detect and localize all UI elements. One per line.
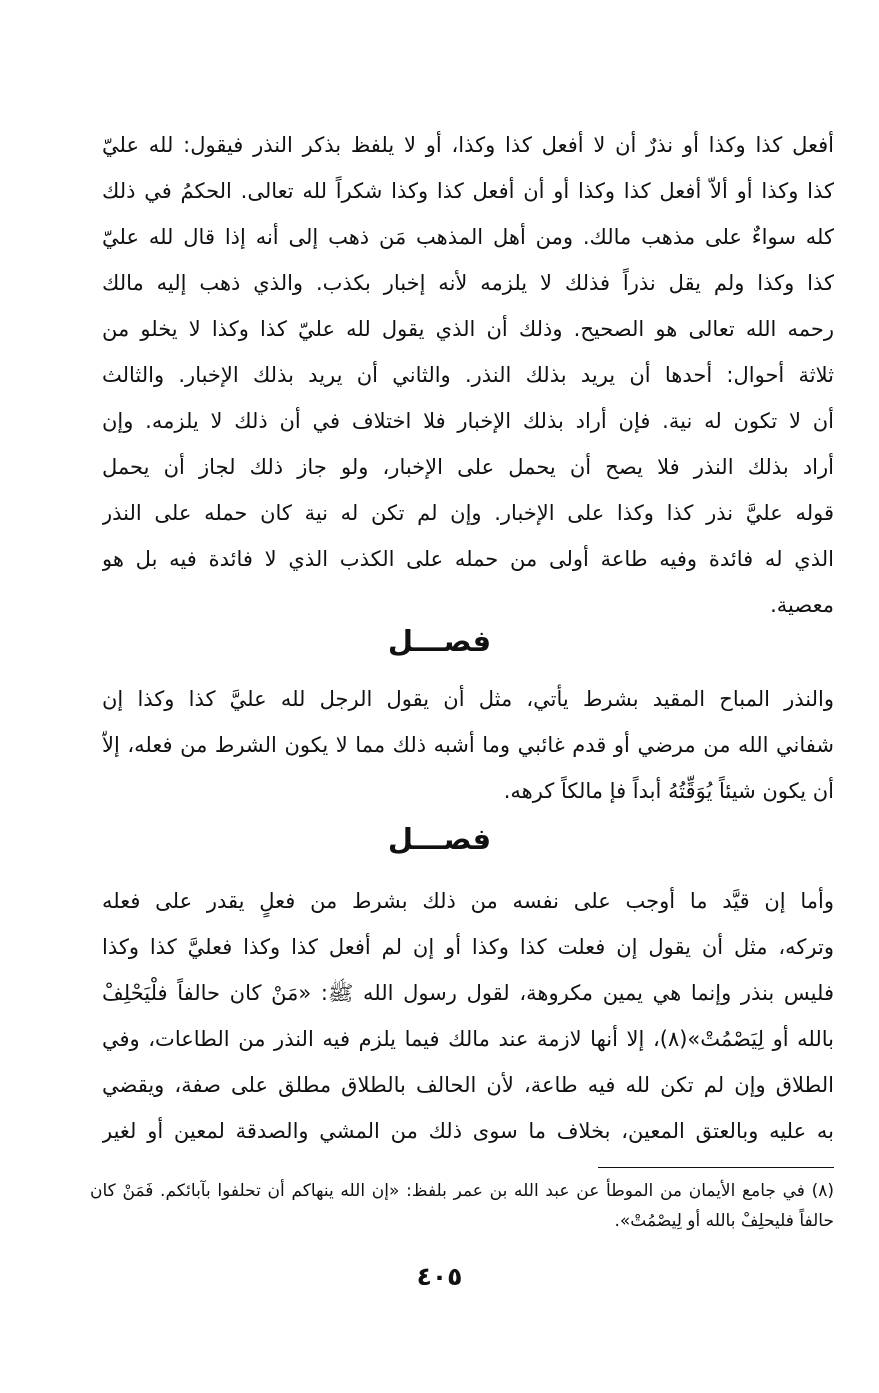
text-line: به عليه وبالعتق المعين، بخلاف ما سوى ذلك من المشي والصدقة لمعين أو لغير bbox=[102, 1119, 834, 1143]
text-line: وتركه، مثل أن يقول إن فعلت كذا وكذا أو إن لم أفعل كذا وكذا فعليَّ كذا وكذا bbox=[102, 935, 834, 959]
text-line: قوله عليَّ نذر كذا وكذا على الإخبار. وإن لم تكن له نية كان حمله على النذر bbox=[102, 501, 834, 525]
paragraph-conditional-vow bbox=[102, 676, 834, 814]
text-line: الذي له فائدة وفيه طاعة أولى من حمله على الكذب الذي لا فائدة فيه بل هو bbox=[102, 547, 834, 571]
text-line: رحمه الله تعالى هو الصحيح. وذلك أن الذي يقول لله عليّ كذا وكذا لا يخلو من bbox=[102, 317, 834, 341]
text-line: فليس بنذر وإنما هي يمين مكروهة، لقول رسول الله ﷺ: «مَنْ كان حالفاً فلْيَحْلِفْ bbox=[102, 981, 834, 1005]
text-line: كذا وكذا أو ألاّ أفعل كذا وكذا أو أن أفعل كذا وكذا شكراً لله تعالى. الحكمُ في ذلك bbox=[102, 179, 834, 203]
paragraph-oath-condition bbox=[102, 878, 834, 1154]
text-line: أفعل كذا وكذا أو نذرٌ أن لا أفعل كذا وكذا، أو لا يلفظ بذكر النذر فيقول: لله عليّ bbox=[102, 133, 834, 157]
text-line: كذا وكذا ولم يقل نذراً فذلك لا يلزمه لأنه إخبار بكذب. والذي ذهب إليه مالك bbox=[102, 271, 834, 295]
text-line: أراد بذلك النذر فلا يصح أن يحمل على الإخبار، ولو جاز ذلك لجاز أن يحمل bbox=[102, 455, 834, 479]
section-heading: فصـــل bbox=[387, 624, 492, 658]
footnote-line: (٨) في جامع الأيمان من الموطأ عن عبد الله بن عمر بلفظ: «إن الله ينهاكم أن تحلفوا بآبائكم. فَمَنْ كان bbox=[90, 1181, 834, 1201]
footnote-line: حالفاً فليحلِفْ بالله أو لِيصْمُتْ». bbox=[614, 1211, 834, 1231]
text-line: والنذر المباح المقيد بشرط يأتي، مثل أن يقول الرجل لله عليَّ كذا وكذا إن bbox=[102, 687, 834, 711]
text-line: بالله أو لِيَصْمُتْ»(٨)، إلا أنها لازمة عند مالك فيما يلزم فيه النذر من الطاعات، وفي bbox=[102, 1027, 834, 1051]
section-heading: فصـــل bbox=[387, 822, 492, 856]
text-line: شفاني الله من مرضي أو قدم غائبي وما أشبه ذلك مما لا يكون الشرط من فعله، إلاّ bbox=[102, 733, 834, 757]
footnote-divider bbox=[598, 1167, 834, 1168]
text-line: كله سواءٌ على مذهب مالك. ومن أهل المذهب مَن ذهب إلى أنه إذا قال لله عليّ bbox=[102, 225, 834, 249]
footnote bbox=[90, 1176, 834, 1236]
paragraph-nadhr-ruling bbox=[102, 122, 834, 628]
text-line: أن يكون شيئاً يُوَقِّتُهُ أبداً فإ مالكاً كرهه. bbox=[503, 779, 834, 803]
text-line: معصية. bbox=[770, 593, 834, 617]
text-line: الطلاق وإن لم تكن لله فيه طاعة، لأن الحالف بالطلاق مطلق على صفة، ويقضي bbox=[102, 1073, 834, 1097]
text-line: ثلاثة أحوال: أحدها أن يريد بذلك النذر. والثاني أن يريد بذلك الإخبار. والثالث bbox=[102, 363, 834, 387]
text-line: أن لا تكون له نية. فإن أراد بذلك الإخبار فلا اختلاف في أن ذلك لا يلزمه. وإن bbox=[102, 409, 834, 433]
text-line: وأما إن قيَّد ما أوجب على نفسه من ذلك بشرط من فعلٍ يقدر على فعله bbox=[102, 889, 834, 913]
page-number: ٤٠٥ bbox=[416, 1262, 463, 1291]
